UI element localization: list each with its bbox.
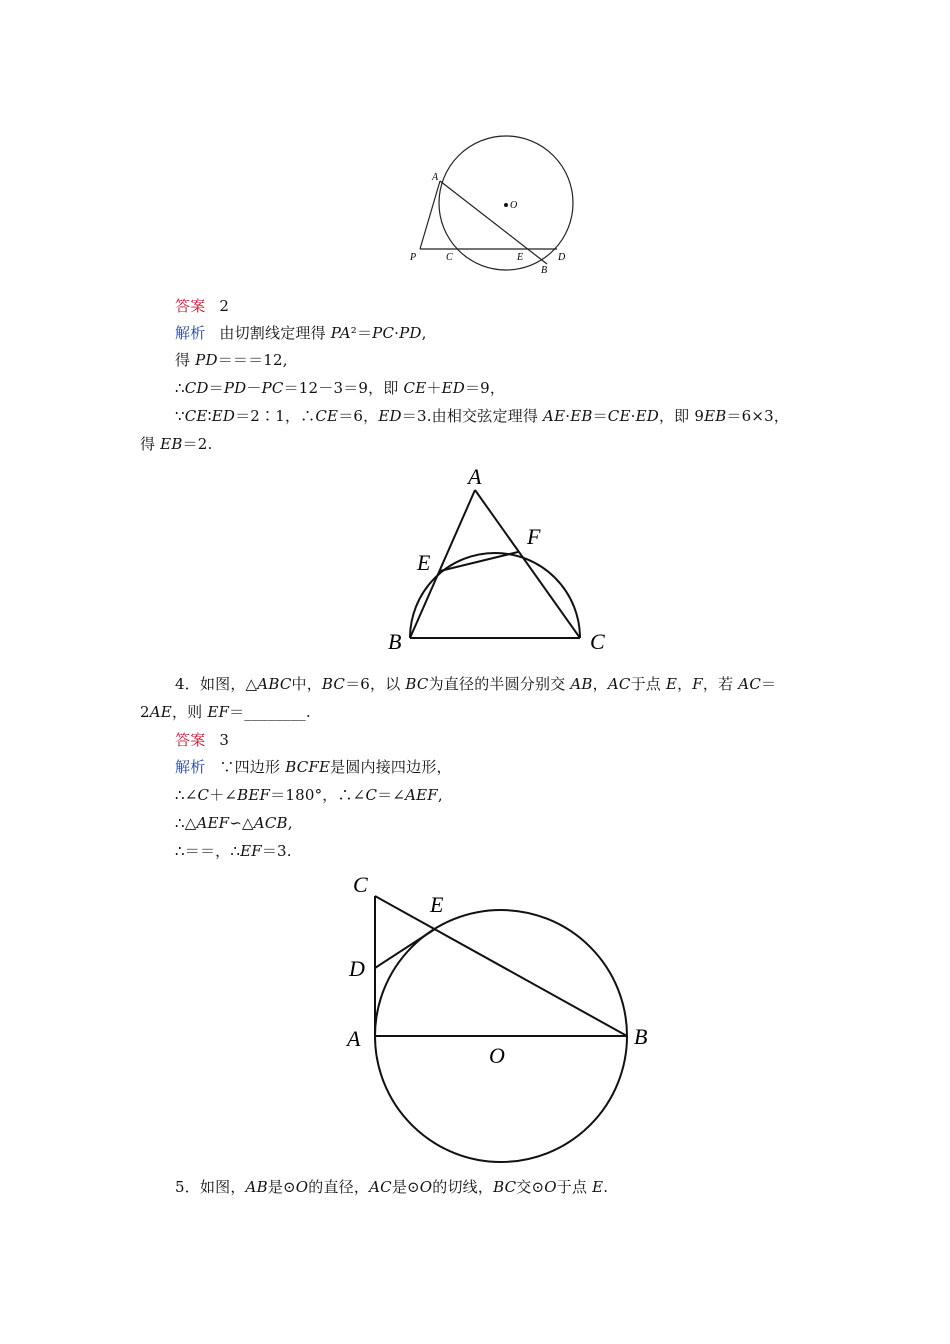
answer-label: 答案 — [175, 297, 206, 315]
text-run: · — [630, 407, 636, 425]
text-run: ＝12－3＝9，即 — [283, 379, 404, 397]
math-variable: EB — [160, 435, 183, 453]
text-run: 2 — [140, 703, 150, 721]
q4-analysis-line-1 — [175, 757, 452, 777]
math-variable: C — [365, 786, 378, 804]
q3-answer-line — [175, 296, 229, 316]
math-variable: EB — [570, 407, 593, 425]
math-variable: BC — [405, 675, 429, 693]
text-run: － — [246, 379, 262, 397]
q3-analysis-line-5 — [140, 434, 212, 454]
text-run: 于点 — [556, 1178, 593, 1196]
text-run: ，即 9 — [658, 407, 705, 425]
label-p: P — [410, 252, 417, 263]
text-run: 是圆内接四边形， — [330, 758, 452, 776]
text-run: , — [287, 814, 293, 832]
q3-analysis-text-5 — [140, 435, 212, 453]
q3-analysis-line-2 — [175, 350, 288, 370]
label-o: O — [489, 1043, 505, 1068]
math-variable: CE — [184, 407, 208, 425]
q4-analysis-text-2 — [175, 786, 443, 804]
math-variable: E — [665, 675, 678, 693]
math-variable: AE — [543, 407, 566, 425]
math-variable: CE — [403, 379, 427, 397]
math-variable: BC — [493, 1178, 517, 1196]
figure-3-tangent-circle — [325, 866, 660, 1174]
text-run: ＝3.由相交弦定理得 — [401, 407, 544, 425]
math-variable: AC — [738, 675, 761, 693]
math-variable: ED — [378, 407, 402, 425]
q4-analysis-text-3 — [175, 814, 293, 832]
text-run: ＝∠ — [377, 786, 406, 804]
text-run: 4．如图，△ — [175, 675, 258, 693]
text-run: ，若 — [702, 675, 739, 693]
answer-value: 2 — [219, 297, 230, 315]
text-run: ＋ — [426, 379, 442, 397]
text-run: . — [603, 1178, 609, 1196]
label-c: C — [590, 629, 605, 654]
text-run: ＝2∶1，∴ — [235, 407, 316, 425]
text-run: ， — [677, 675, 693, 693]
text-run: 中， — [291, 675, 322, 693]
math-variable: EB — [704, 407, 727, 425]
q4-question-line-1 — [175, 674, 776, 694]
math-variable: BCFE — [285, 758, 331, 776]
q3-analysis-text-4 — [175, 407, 789, 425]
q3-analysis-text-3 — [175, 379, 505, 397]
text-run: ∽△ — [229, 814, 254, 832]
math-variable: AB — [245, 1178, 268, 1196]
center-dot — [504, 203, 508, 207]
text-run: ＝________. — [229, 703, 311, 721]
q4-answer-line — [175, 730, 229, 750]
segment-cb — [375, 896, 627, 1036]
text-run: ＝ — [761, 675, 777, 693]
text-run: ²＝ — [350, 324, 373, 342]
figure-1-secant-circle — [397, 125, 590, 292]
semicircle-bc — [410, 553, 580, 638]
text-run: ∵四边形 — [219, 758, 286, 776]
label-b: B — [541, 265, 548, 276]
text-run: ＝6， — [338, 407, 379, 425]
chord-ab — [440, 181, 547, 264]
text-run: ＝ — [592, 407, 608, 425]
math-variable: CE — [315, 407, 339, 425]
q4-analysis-line-4 — [175, 841, 292, 861]
text-run: 得 — [140, 435, 161, 453]
math-variable: AB — [570, 675, 593, 693]
math-variable: BEF — [237, 786, 271, 804]
math-variable: CE — [607, 407, 631, 425]
math-variable: AEF — [196, 814, 230, 832]
math-variable: F — [692, 675, 703, 693]
math-variable: CD — [184, 379, 209, 397]
side-ac — [475, 490, 580, 638]
math-variable: O — [295, 1178, 309, 1196]
math-variable: AE — [149, 703, 172, 721]
label-a: A — [347, 1026, 361, 1051]
label-c: C — [446, 252, 453, 263]
label-c: C — [353, 872, 368, 897]
label-b: B — [634, 1024, 648, 1049]
math-variable: EF — [240, 842, 262, 860]
math-variable: E — [592, 1178, 604, 1196]
math-variable: PD — [195, 351, 218, 369]
math-variable: PD — [223, 379, 247, 397]
math-variable: AC — [369, 1178, 392, 1196]
math-variable: PD — [399, 324, 422, 342]
analysis-label: 解析 — [175, 324, 206, 342]
text-run: ＝＝＝12, — [217, 351, 288, 369]
text-run: ＝3. — [261, 842, 292, 860]
analysis-label: 解析 — [175, 758, 206, 776]
q3-analysis-line-4 — [175, 406, 789, 426]
math-variable: PC — [372, 324, 395, 342]
figure-2-semicircle-triangle — [366, 460, 620, 660]
label-e: E — [517, 252, 524, 263]
text-run: , — [421, 324, 427, 342]
text-run: ∴△ — [175, 814, 197, 832]
text-run: ∵ — [175, 407, 185, 425]
answer-value: 3 — [219, 731, 230, 749]
text-run: 的切线， — [432, 1178, 494, 1196]
text-run: 是⊙ — [391, 1178, 420, 1196]
q4-question-line-2 — [140, 702, 311, 722]
text-run: ， — [592, 675, 608, 693]
text-run: ∶ — [207, 407, 212, 425]
label-b: B — [388, 629, 402, 654]
q4-analysis-line-3 — [175, 813, 293, 833]
math-variable: BC — [321, 675, 346, 693]
math-variable: ED — [441, 379, 465, 397]
math-variable: AEF — [405, 786, 438, 804]
text-run: 由切割线定理得 — [219, 324, 331, 342]
text-run: ＝180°，∴∠ — [270, 786, 366, 804]
label-a: A — [468, 464, 482, 489]
math-variable: EF — [207, 703, 230, 721]
text-run: · — [394, 324, 400, 342]
text-run: ＝9， — [464, 379, 506, 397]
math-variable: PA — [330, 324, 351, 342]
text-run: 是⊙ — [267, 1178, 296, 1196]
q3-analysis-text-1 — [219, 324, 426, 342]
segment-de — [375, 929, 435, 968]
text-run: ＝ — [208, 379, 224, 397]
label-f: F — [527, 524, 541, 549]
tangent-pa — [420, 181, 440, 249]
text-run: ＝6×3， — [726, 407, 790, 425]
text-run: ∴＝＝，∴ — [175, 842, 241, 860]
math-variable: ED — [635, 407, 659, 425]
math-variable: ACB — [253, 814, 288, 832]
math-variable: O — [544, 1178, 557, 1196]
label-e: E — [430, 892, 444, 917]
q3-analysis-text-2 — [175, 351, 288, 369]
text-run: ＝2. — [182, 435, 213, 453]
q4-analysis-text-1 — [219, 758, 451, 776]
text-run: ＝6，以 — [345, 675, 406, 693]
q3-analysis-line-1 — [175, 323, 427, 343]
text-run: 5．如图， — [175, 1178, 246, 1196]
answer-label: 答案 — [175, 731, 206, 749]
text-run: 的直径， — [308, 1178, 370, 1196]
q4-question-text-2 — [140, 703, 311, 721]
text-run: 于点 — [630, 675, 666, 693]
math-variable: O — [419, 1178, 433, 1196]
math-variable: ED — [211, 407, 236, 425]
label-e: E — [417, 550, 431, 575]
math-variable: C — [197, 786, 210, 804]
label-d: D — [349, 956, 365, 981]
math-variable: PC — [261, 379, 284, 397]
text-run: · — [565, 407, 571, 425]
q4-question-text-1 — [175, 675, 776, 693]
label-a: A — [432, 172, 439, 183]
math-variable: ABC — [257, 675, 292, 693]
q5-question-text-1 — [175, 1178, 608, 1196]
label-d: D — [558, 252, 566, 263]
text-run: 得 — [175, 351, 196, 369]
q4-analysis-line-2 — [175, 785, 443, 805]
text-run: ∴∠ — [175, 786, 198, 804]
q3-analysis-line-3 — [175, 378, 505, 398]
label-o: O — [510, 200, 518, 211]
text-run: 为直径的半圆分别交 — [428, 675, 571, 693]
text-run: ∴ — [175, 379, 185, 397]
text-run: ＋∠ — [209, 786, 238, 804]
q4-analysis-text-4 — [175, 842, 292, 860]
math-variable: AC — [607, 675, 631, 693]
text-run: 交⊙ — [516, 1178, 545, 1196]
q5-question-line-1 — [175, 1177, 608, 1197]
text-run: , — [437, 786, 443, 804]
text-run: ，则 — [171, 703, 208, 721]
